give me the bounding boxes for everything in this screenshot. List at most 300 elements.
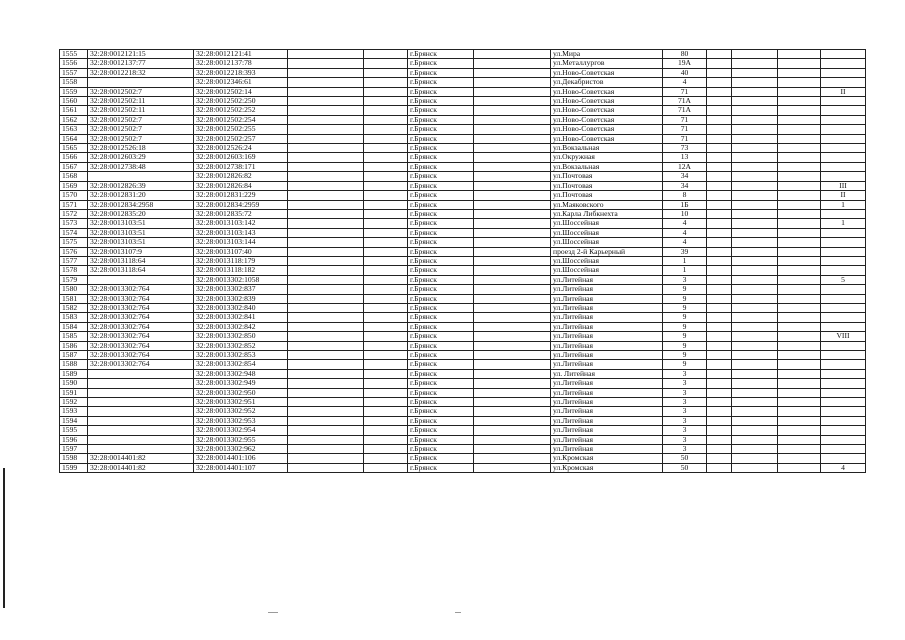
house-number-cell: 4 <box>663 238 707 247</box>
row-number-cell: 1591 <box>60 388 88 397</box>
table-row <box>60 379 866 388</box>
blank-col-5-cell <box>364 407 408 416</box>
table-row <box>60 407 866 416</box>
blank-col-11-cell <box>732 106 778 115</box>
literal-cell <box>821 266 866 275</box>
blank-col-4-cell <box>288 454 364 463</box>
blank-col-4-cell <box>288 50 364 59</box>
parent-cadastral-number-cell: 32:28:0012502:7 <box>88 115 194 124</box>
blank-col-5-cell <box>364 398 408 407</box>
blank-col-4-cell <box>288 144 364 153</box>
literal-cell <box>821 454 866 463</box>
blank-col-12-cell <box>778 379 821 388</box>
table-row <box>60 115 866 124</box>
blank-col-7-cell <box>474 341 551 350</box>
blank-col-12-cell <box>778 125 821 134</box>
street-cell: ул.Ново-Советская <box>551 97 663 106</box>
cadastral-number-cell: 32:28:0012826:84 <box>194 181 288 190</box>
blank-col-11-cell <box>732 285 778 294</box>
blank-col-4-cell <box>288 379 364 388</box>
blank-col-5-cell <box>364 275 408 284</box>
blank-col-10-cell <box>707 445 732 454</box>
city-cell: г.Брянск <box>408 125 474 134</box>
cadastral-number-cell: 32:28:0012526:24 <box>194 144 288 153</box>
blank-col-4-cell <box>288 59 364 68</box>
house-number-cell: 9 <box>663 341 707 350</box>
table-row <box>60 435 866 444</box>
cadastral-number-cell: 32:28:0013302:850 <box>194 332 288 341</box>
blank-col-5-cell <box>364 87 408 96</box>
blank-col-12-cell <box>778 332 821 341</box>
blank-col-11-cell <box>732 134 778 143</box>
blank-col-11-cell <box>732 97 778 106</box>
row-number-cell: 1560 <box>60 97 88 106</box>
table-row <box>60 426 866 435</box>
blank-col-11-cell <box>732 144 778 153</box>
house-number-cell: 50 <box>663 463 707 472</box>
blank-col-11-cell <box>732 341 778 350</box>
blank-col-12-cell <box>778 50 821 59</box>
house-number-cell: 1 <box>663 266 707 275</box>
street-cell: ул.Литейная <box>551 313 663 322</box>
table-row <box>60 369 866 378</box>
street-cell: ул.Декабристов <box>551 78 663 87</box>
table-row <box>60 162 866 171</box>
row-number-cell: 1595 <box>60 426 88 435</box>
blank-col-4-cell <box>288 115 364 124</box>
blank-col-7-cell <box>474 87 551 96</box>
house-number-cell: 12А <box>663 162 707 171</box>
literal-cell <box>821 351 866 360</box>
blank-col-12-cell <box>778 388 821 397</box>
parent-cadastral-number-cell: 32:28:0013107:9 <box>88 247 194 256</box>
table-row <box>60 50 866 59</box>
table-row <box>60 360 866 369</box>
blank-col-12-cell <box>778 360 821 369</box>
blank-col-12-cell <box>778 87 821 96</box>
parent-cadastral-number-cell <box>88 379 194 388</box>
row-number-cell: 1582 <box>60 303 88 312</box>
blank-col-7-cell <box>474 445 551 454</box>
literal-cell: 4 <box>821 463 866 472</box>
literal-cell <box>821 50 866 59</box>
blank-col-12-cell <box>778 256 821 265</box>
blank-col-12-cell <box>778 134 821 143</box>
cadastral-number-cell: 32:28:0013302:840 <box>194 303 288 312</box>
table-row <box>60 78 866 87</box>
table-row <box>60 388 866 397</box>
blank-col-11-cell <box>732 50 778 59</box>
blank-col-5-cell <box>364 228 408 237</box>
city-cell: г.Брянск <box>408 294 474 303</box>
city-cell: г.Брянск <box>408 200 474 209</box>
street-cell: ул. Литейная <box>551 369 663 378</box>
house-number-cell: 3 <box>663 275 707 284</box>
street-cell: ул.Литейная <box>551 416 663 425</box>
table-row <box>60 97 866 106</box>
parent-cadastral-number-cell <box>88 445 194 454</box>
blank-col-10-cell <box>707 200 732 209</box>
cadastral-number-cell: 32:28:0013302:955 <box>194 435 288 444</box>
blank-col-7-cell <box>474 416 551 425</box>
street-cell: ул.Литейная <box>551 351 663 360</box>
city-cell: г.Брянск <box>408 360 474 369</box>
blank-col-4-cell <box>288 228 364 237</box>
city-cell: г.Брянск <box>408 388 474 397</box>
row-number-cell: 1592 <box>60 398 88 407</box>
parent-cadastral-number-cell <box>88 275 194 284</box>
blank-col-4-cell <box>288 416 364 425</box>
house-number-cell: 71 <box>663 134 707 143</box>
blank-col-12-cell <box>778 106 821 115</box>
blank-col-5-cell <box>364 50 408 59</box>
blank-col-5-cell <box>364 313 408 322</box>
cadastral-number-cell: 32:28:0012502:255 <box>194 125 288 134</box>
street-cell: ул.Кромская <box>551 454 663 463</box>
cadastral-number-cell: 32:28:0013107:40 <box>194 247 288 256</box>
blank-col-11-cell <box>732 294 778 303</box>
city-cell: г.Брянск <box>408 379 474 388</box>
blank-col-5-cell <box>364 332 408 341</box>
blank-col-12-cell <box>778 97 821 106</box>
city-cell: г.Брянск <box>408 322 474 331</box>
city-cell: г.Брянск <box>408 162 474 171</box>
literal-cell <box>821 162 866 171</box>
blank-col-10-cell <box>707 398 732 407</box>
cadastral-number-cell: 32:28:0013302:853 <box>194 351 288 360</box>
blank-col-12-cell <box>778 341 821 350</box>
blank-col-12-cell <box>778 247 821 256</box>
row-number-cell: 1577 <box>60 256 88 265</box>
blank-col-10-cell <box>707 379 732 388</box>
row-number-cell: 1585 <box>60 332 88 341</box>
blank-col-5-cell <box>364 68 408 77</box>
blank-col-11-cell <box>732 303 778 312</box>
blank-col-5-cell <box>364 303 408 312</box>
city-cell: г.Брянск <box>408 341 474 350</box>
row-number-cell: 1575 <box>60 238 88 247</box>
street-cell: ул.Литейная <box>551 445 663 454</box>
parent-cadastral-number-cell: 32:28:0012526:18 <box>88 144 194 153</box>
blank-col-7-cell <box>474 454 551 463</box>
table-row <box>60 200 866 209</box>
blank-col-7-cell <box>474 106 551 115</box>
blank-col-7-cell <box>474 303 551 312</box>
literal-cell <box>821 59 866 68</box>
blank-col-11-cell <box>732 266 778 275</box>
blank-col-4-cell <box>288 87 364 96</box>
blank-col-11-cell <box>732 247 778 256</box>
house-number-cell: 3 <box>663 407 707 416</box>
blank-col-10-cell <box>707 407 732 416</box>
table-row <box>60 322 866 331</box>
blank-col-5-cell <box>364 162 408 171</box>
blank-col-12-cell <box>778 445 821 454</box>
city-cell: г.Брянск <box>408 153 474 162</box>
cadastral-number-cell: 32:28:0012502:14 <box>194 87 288 96</box>
blank-col-7-cell <box>474 153 551 162</box>
house-number-cell: 9 <box>663 332 707 341</box>
blank-col-7-cell <box>474 97 551 106</box>
house-number-cell: 3 <box>663 416 707 425</box>
blank-col-7-cell <box>474 181 551 190</box>
blank-col-7-cell <box>474 369 551 378</box>
parent-cadastral-number-cell: 32:28:0013302:764 <box>88 360 194 369</box>
house-number-cell: 71 <box>663 125 707 134</box>
parent-cadastral-number-cell <box>88 407 194 416</box>
blank-col-5-cell <box>364 388 408 397</box>
blank-col-5-cell <box>364 445 408 454</box>
blank-col-10-cell <box>707 294 732 303</box>
blank-col-12-cell <box>778 115 821 124</box>
blank-col-11-cell <box>732 228 778 237</box>
blank-col-12-cell <box>778 68 821 77</box>
blank-col-12-cell <box>778 398 821 407</box>
cadastral-number-cell: 32:28:0013302:953 <box>194 416 288 425</box>
blank-col-4-cell <box>288 313 364 322</box>
city-cell: г.Брянск <box>408 313 474 322</box>
house-number-cell: 9 <box>663 322 707 331</box>
street-cell: ул.Почтовая <box>551 181 663 190</box>
blank-col-7-cell <box>474 275 551 284</box>
street-cell: ул.Кромская <box>551 463 663 472</box>
parent-cadastral-number-cell: 32:28:0012603:29 <box>88 153 194 162</box>
blank-col-7-cell <box>474 426 551 435</box>
blank-col-11-cell <box>732 209 778 218</box>
house-number-cell: 9 <box>663 285 707 294</box>
row-number-cell: 1567 <box>60 162 88 171</box>
cadastral-number-cell: 32:28:0012831:229 <box>194 191 288 200</box>
blank-col-5-cell <box>364 266 408 275</box>
table-row <box>60 87 866 96</box>
blank-col-4-cell <box>288 407 364 416</box>
city-cell: г.Брянск <box>408 144 474 153</box>
street-cell: ул.Шоссейная <box>551 266 663 275</box>
literal-cell <box>821 313 866 322</box>
blank-col-5-cell <box>364 153 408 162</box>
city-cell: г.Брянск <box>408 303 474 312</box>
literal-cell <box>821 247 866 256</box>
blank-col-12-cell <box>778 435 821 444</box>
parent-cadastral-number-cell: 32:28:0013302:764 <box>88 322 194 331</box>
blank-col-5-cell <box>364 256 408 265</box>
blank-col-10-cell <box>707 285 732 294</box>
literal-cell: II <box>821 87 866 96</box>
table-row <box>60 294 866 303</box>
row-number-cell: 1563 <box>60 125 88 134</box>
parent-cadastral-number-cell <box>88 369 194 378</box>
blank-col-4-cell <box>288 181 364 190</box>
blank-col-10-cell <box>707 351 732 360</box>
table-row <box>60 275 866 284</box>
blank-col-10-cell <box>707 303 732 312</box>
cadastral-number-cell: 32:28:0012502:257 <box>194 134 288 143</box>
city-cell: г.Брянск <box>408 115 474 124</box>
cadastral-number-cell: 32:28:0012502:252 <box>194 106 288 115</box>
blank-col-12-cell <box>778 153 821 162</box>
blank-col-5-cell <box>364 238 408 247</box>
row-number-cell: 1576 <box>60 247 88 256</box>
parent-cadastral-number-cell <box>88 78 194 87</box>
blank-col-5-cell <box>364 379 408 388</box>
blank-col-5-cell <box>364 360 408 369</box>
row-number-cell: 1558 <box>60 78 88 87</box>
blank-col-4-cell <box>288 351 364 360</box>
blank-col-10-cell <box>707 106 732 115</box>
parent-cadastral-number-cell: 32:28:0013103:51 <box>88 219 194 228</box>
cadastral-number-cell: 32:28:0013302:852 <box>194 341 288 350</box>
parent-cadastral-number-cell: 32:28:0012502:7 <box>88 134 194 143</box>
street-cell: ул.Литейная <box>551 426 663 435</box>
cadastral-number-cell: 32:28:0012835:72 <box>194 209 288 218</box>
blank-col-12-cell <box>778 369 821 378</box>
parent-cadastral-number-cell: 32:28:0013118:64 <box>88 266 194 275</box>
blank-col-10-cell <box>707 341 732 350</box>
cadastral-number-cell: 32:28:0012826:82 <box>194 172 288 181</box>
blank-col-4-cell <box>288 219 364 228</box>
cadastral-number-cell: 32:28:0013302:954 <box>194 426 288 435</box>
parent-cadastral-number-cell: 32:28:0013302:764 <box>88 285 194 294</box>
literal-cell: II <box>821 191 866 200</box>
blank-col-12-cell <box>778 162 821 171</box>
street-cell: ул.Литейная <box>551 435 663 444</box>
house-number-cell: 34 <box>663 181 707 190</box>
parent-cadastral-number-cell: 32:28:0013103:51 <box>88 238 194 247</box>
street-cell: ул.Ново-Советская <box>551 87 663 96</box>
blank-col-10-cell <box>707 266 732 275</box>
blank-col-12-cell <box>778 294 821 303</box>
city-cell: г.Брянск <box>408 407 474 416</box>
table-row <box>60 238 866 247</box>
blank-col-7-cell <box>474 191 551 200</box>
city-cell: г.Брянск <box>408 87 474 96</box>
literal-cell <box>821 125 866 134</box>
blank-col-10-cell <box>707 191 732 200</box>
blank-col-7-cell <box>474 162 551 171</box>
blank-col-4-cell <box>288 426 364 435</box>
street-cell: ул.Литейная <box>551 360 663 369</box>
blank-col-7-cell <box>474 209 551 218</box>
registry-table <box>59 49 866 473</box>
table-row <box>60 153 866 162</box>
city-cell: г.Брянск <box>408 209 474 218</box>
city-cell: г.Брянск <box>408 369 474 378</box>
city-cell: г.Брянск <box>408 134 474 143</box>
literal-cell <box>821 78 866 87</box>
street-cell: ул.Литейная <box>551 398 663 407</box>
row-number-cell: 1587 <box>60 351 88 360</box>
parent-cadastral-number-cell <box>88 398 194 407</box>
house-number-cell: 3 <box>663 398 707 407</box>
parent-cadastral-number-cell: 32:28:0012738:48 <box>88 162 194 171</box>
house-number-cell: 39 <box>663 247 707 256</box>
blank-col-4-cell <box>288 445 364 454</box>
blank-col-11-cell <box>732 68 778 77</box>
blank-col-12-cell <box>778 285 821 294</box>
row-number-cell: 1570 <box>60 191 88 200</box>
blank-col-10-cell <box>707 162 732 171</box>
table-row <box>60 134 866 143</box>
cadastral-number-cell: 32:28:0013302:841 <box>194 313 288 322</box>
row-number-cell: 1562 <box>60 115 88 124</box>
city-cell: г.Брянск <box>408 172 474 181</box>
blank-col-5-cell <box>364 247 408 256</box>
blank-col-4-cell <box>288 332 364 341</box>
table-row <box>60 463 866 472</box>
literal-cell <box>821 341 866 350</box>
blank-col-5-cell <box>364 463 408 472</box>
street-cell: ул.Литейная <box>551 388 663 397</box>
registry-body <box>60 50 866 473</box>
literal-cell <box>821 445 866 454</box>
parent-cadastral-number-cell: 32:28:0012502:11 <box>88 97 194 106</box>
cadastral-number-cell: 32:28:0013103:143 <box>194 228 288 237</box>
blank-col-10-cell <box>707 78 732 87</box>
street-cell: ул.Окружная <box>551 153 663 162</box>
blank-col-11-cell <box>732 463 778 472</box>
blank-col-4-cell <box>288 134 364 143</box>
row-number-cell: 1566 <box>60 153 88 162</box>
blank-col-7-cell <box>474 256 551 265</box>
cadastral-number-cell: 32:28:0012218:393 <box>194 68 288 77</box>
parent-cadastral-number-cell: 32:28:0012835:20 <box>88 209 194 218</box>
blank-col-4-cell <box>288 238 364 247</box>
table-row <box>60 59 866 68</box>
blank-col-7-cell <box>474 68 551 77</box>
blank-col-5-cell <box>364 322 408 331</box>
cadastral-number-cell: 32:28:0013103:142 <box>194 219 288 228</box>
blank-col-7-cell <box>474 134 551 143</box>
scan-speck <box>455 612 461 613</box>
blank-col-12-cell <box>778 191 821 200</box>
literal-cell <box>821 209 866 218</box>
house-number-cell: 3 <box>663 426 707 435</box>
street-cell: ул.Мира <box>551 50 663 59</box>
street-cell: ул.Литейная <box>551 294 663 303</box>
blank-col-10-cell <box>707 463 732 472</box>
row-number-cell: 1590 <box>60 379 88 388</box>
blank-col-4-cell <box>288 247 364 256</box>
table-row <box>60 247 866 256</box>
city-cell: г.Брянск <box>408 191 474 200</box>
row-number-cell: 1598 <box>60 454 88 463</box>
city-cell: г.Брянск <box>408 454 474 463</box>
blank-col-10-cell <box>707 87 732 96</box>
city-cell: г.Брянск <box>408 435 474 444</box>
house-number-cell: 71 <box>663 115 707 124</box>
blank-col-7-cell <box>474 144 551 153</box>
blank-col-11-cell <box>732 59 778 68</box>
blank-col-5-cell <box>364 144 408 153</box>
table-row <box>60 144 866 153</box>
cadastral-number-cell: 32:28:0012137:78 <box>194 59 288 68</box>
row-number-cell: 1597 <box>60 445 88 454</box>
house-number-cell: 71А <box>663 106 707 115</box>
blank-col-11-cell <box>732 435 778 444</box>
row-number-cell: 1555 <box>60 50 88 59</box>
blank-col-7-cell <box>474 322 551 331</box>
blank-col-7-cell <box>474 294 551 303</box>
cadastral-number-cell: 32:28:0013103:144 <box>194 238 288 247</box>
table-row <box>60 303 866 312</box>
street-cell: ул.Литейная <box>551 332 663 341</box>
blank-col-4-cell <box>288 106 364 115</box>
literal-cell: 1 <box>821 200 866 209</box>
blank-col-12-cell <box>778 172 821 181</box>
blank-col-7-cell <box>474 379 551 388</box>
blank-col-10-cell <box>707 68 732 77</box>
blank-col-11-cell <box>732 115 778 124</box>
